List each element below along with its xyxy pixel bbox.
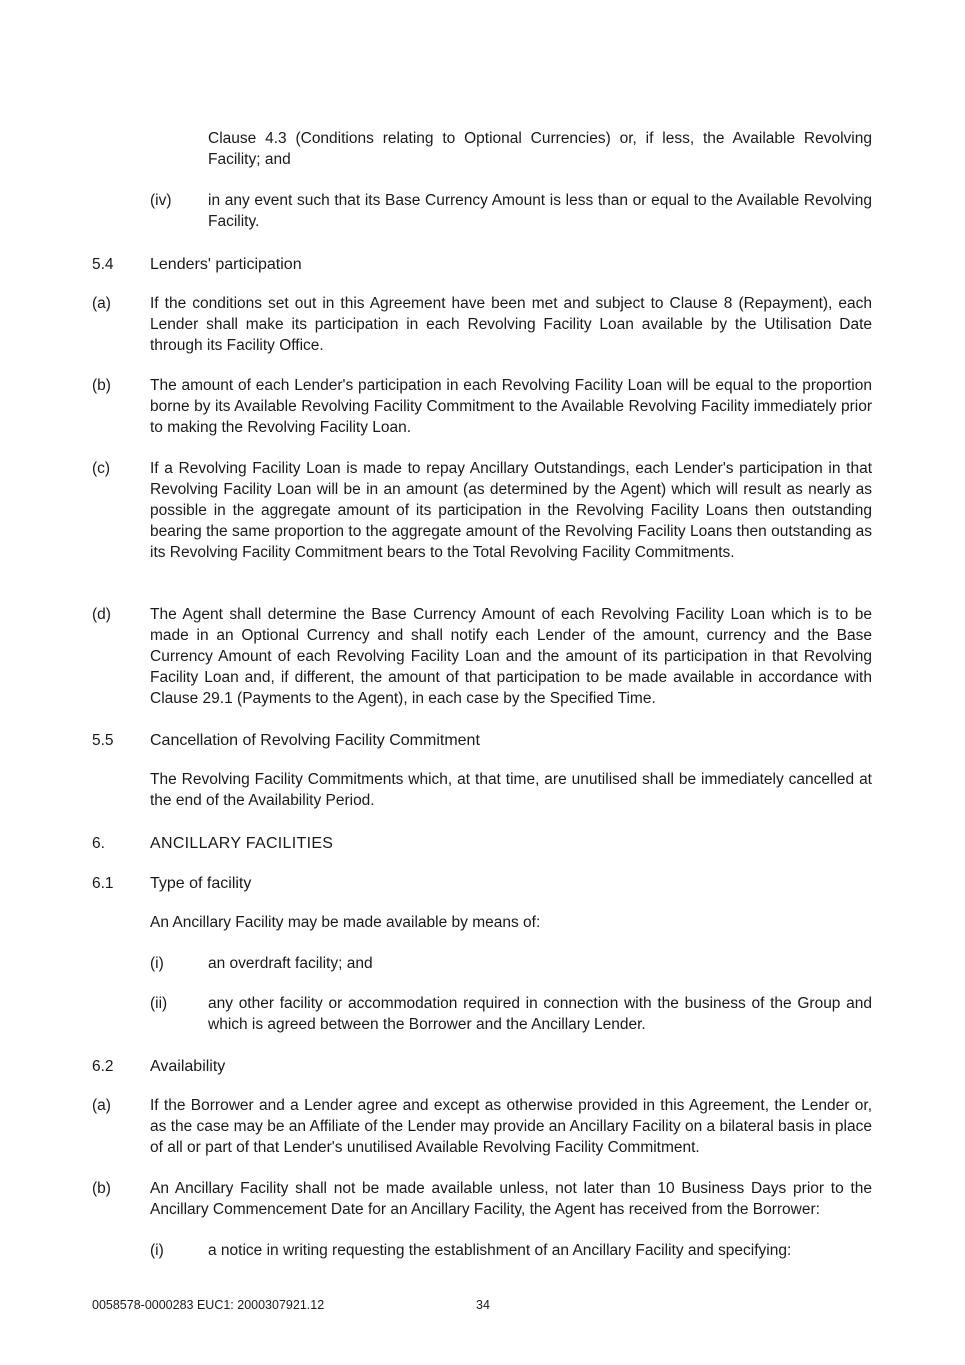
item-iv-marker: (iv) <box>150 192 172 209</box>
item-6-1-i-marker: (i) <box>150 955 164 972</box>
item-6-2-b-i-marker: (i) <box>150 1242 164 1259</box>
section-5-4-title: Lenders' participation <box>150 256 302 273</box>
item-5-4-b-marker: (b) <box>92 377 111 394</box>
section-5-5-text: The Revolving Facility Commitments which, at that time, are unutilised shall be immediately cancelled at the end of the Availability Period. <box>150 771 872 809</box>
item-5-4-b-text: The amount of each Lender's participation in each Revolving Facility Loan will be equal to the proportion borne by its Available Revolving Facility Commitment to the Available Revolving Facility immediately prior to making the Revolving Facility Loan. <box>150 377 872 436</box>
item-5-4-c-marker: (c) <box>92 460 111 477</box>
section-5-5-title: Cancellation of Revolving Facility Commitment <box>150 732 480 749</box>
item-6-1-ii-marker: (ii) <box>150 995 168 1012</box>
item-5-4-a-text: If the conditions set out in this Agreement have been met and subject to Clause 8 (Repayment), each Lender shall make its participation in each Revolving Facility Loan available by the Utilisation Date through its Facility Office. <box>150 295 872 354</box>
item-6-2-b-text: An Ancillary Facility shall not be made available unless, not later than 10 Business Days prior to the Ancillary Commencement Date for an Ancillary Facility, the Agent has received from the Borrower: <box>150 1180 872 1218</box>
item-6-1-ii-text: any other facility or accommodation required in connection with the business of the Group and which is agreed between the Borrower and the Ancillary Lender. <box>208 995 872 1033</box>
item-6-2-a-marker: (a) <box>92 1097 111 1114</box>
continuation-paragraph: Clause 4.3 (Conditions relating to Optional Currencies) or, if less, the Available Revolving Facility; and <box>208 130 872 168</box>
footer-page-number: 34 <box>476 1298 490 1312</box>
item-5-4-c-text: If a Revolving Facility Loan is made to repay Ancillary Outstandings, each Lender's participation in that Revolving Facility Loan will be in an amount (as determined by the Agent) which will result as nearly as possible in the aggregate amount of its participation in the Revolving Facility Loans then outstanding bearing the same proportion to the aggregate amount of the Revolving Facility Loans then outstanding as its Revolving Facility Commitment bears to the Total Revolving Facility Commitments. <box>150 460 872 561</box>
section-6-number: 6. <box>92 835 105 852</box>
section-6-2-number: 6.2 <box>92 1058 114 1075</box>
item-6-1-i-text: an overdraft facility; and <box>208 955 373 972</box>
section-6-2-title: Availability <box>150 1058 226 1075</box>
section-5-5-number: 5.5 <box>92 732 114 749</box>
item-iv-text: in any event such that its Base Currency Amount is less than or equal to the Available Revolving Facility. <box>208 192 872 230</box>
item-6-2-a-text: If the Borrower and a Lender agree and except as otherwise provided in this Agreement, the Lender or, as the case may be an Affiliate of the Lender may provide an Ancillary Facility on a bilateral basis in place of all or part of that Lender's unutilised Available Revolving Facility Commitment. <box>150 1097 872 1156</box>
item-5-4-d-text: The Agent shall determine the Base Currency Amount of each Revolving Facility Loan which is to be made in an Optional Currency and shall notify each Lender of the amount, currency and the Base Currency Amount of each Revolving Facility Loan and the amount of its participation in that Revolving Facility Loan and, if different, the amount of that participation to be made available in accordance with Clause 29.1 (Payments to the Agent), in each case by the Specified Time. <box>150 606 872 707</box>
section-6-1-intro: An Ancillary Facility may be made available by means of: <box>150 914 541 931</box>
footer-doc-ref: 0058578-0000283 EUC1: 2000307921.12 <box>92 1298 325 1312</box>
section-6-1-number: 6.1 <box>92 875 114 892</box>
item-6-2-b-marker: (b) <box>92 1180 111 1197</box>
item-5-4-a-marker: (a) <box>92 295 111 312</box>
section-6-title: ANCILLARY FACILITIES <box>150 835 334 852</box>
section-6-1-title: Type of facility <box>150 875 252 892</box>
item-5-4-d-marker: (d) <box>92 606 111 623</box>
section-5-4-number: 5.4 <box>92 256 114 273</box>
item-6-2-b-i-text: a notice in writing requesting the establishment of an Ancillary Facility and specifying: <box>208 1242 792 1259</box>
